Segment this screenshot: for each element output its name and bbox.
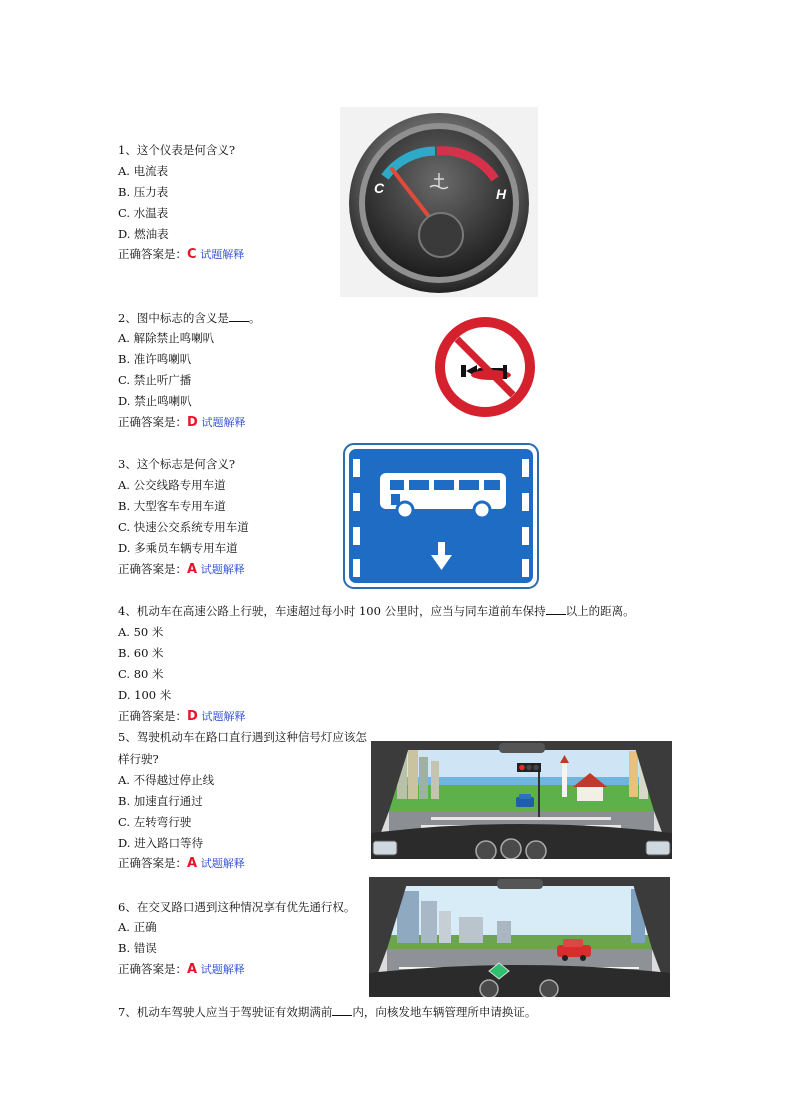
no-honking-sign-image <box>433 315 537 419</box>
q6-option-b: B. 错误 <box>118 941 157 955</box>
intersection-traffic-light-scene-image <box>371 741 672 859</box>
blank-line <box>229 311 249 322</box>
q6-answer <box>118 962 245 977</box>
intersection-right-of-way-scene-image <box>369 877 670 997</box>
explain-link[interactable]: 试题解释 <box>200 963 245 976</box>
answer-prefix: 正确答案是： <box>118 247 187 261</box>
explain-link[interactable]: 试题解释 <box>200 248 245 261</box>
q3-option-a: A. 公交线路专用车道 <box>118 478 226 492</box>
q4-option-b: B. 60 米 <box>118 646 164 660</box>
q3-option-c: C. 快速公交系统专用车道 <box>118 520 249 534</box>
q4-option-c: C. 80 米 <box>118 667 164 681</box>
q4-stem <box>118 604 635 618</box>
answer-letter: D <box>187 415 198 430</box>
q2-option-b: B. 准许鸣喇叭 <box>118 352 192 366</box>
blank-line <box>332 1005 352 1016</box>
gauge-hot-label: H <box>496 186 507 202</box>
gauge-cold-label: C <box>374 180 385 196</box>
q5-answer <box>118 856 245 871</box>
dashboard <box>369 965 670 997</box>
answer-prefix: 正确答案是： <box>118 856 187 870</box>
water-temperature-gauge-image <box>340 107 538 297</box>
q2-stem <box>118 311 260 325</box>
answer-prefix: 正确答案是： <box>118 415 187 429</box>
q2-stem-before: 2、图中标志的含义是 <box>118 311 229 325</box>
explain-link[interactable]: 试题解释 <box>201 710 246 723</box>
answer-letter: A <box>187 962 198 977</box>
answer-letter: A <box>187 856 198 871</box>
q5-stem-line2: 样行驶? <box>118 752 159 766</box>
answer-letter: D <box>187 709 198 724</box>
gauge-hub <box>419 213 463 257</box>
q1-answer <box>118 247 244 262</box>
explain-link[interactable]: 试题解释 <box>201 416 246 429</box>
blank-line <box>546 604 566 615</box>
q4-option-d: D. 100 米 <box>118 688 172 702</box>
answer-letter: A <box>187 562 198 577</box>
q7-stem-after: 内，向核发地车辆管理所申请换证。 <box>352 1005 537 1019</box>
q1-option-b: B. 压力表 <box>118 185 169 199</box>
q2-option-c: C. 禁止听广播 <box>118 373 192 387</box>
q3-stem: 3、这个标志是何含义? <box>118 457 235 471</box>
q1-option-d: D. 燃油表 <box>118 227 169 241</box>
q3-option-d: D. 多乘员车辆专用车道 <box>118 541 238 555</box>
q1-option-c: C. 水温表 <box>118 206 169 220</box>
dashboard <box>371 824 672 859</box>
q5-option-a: A. 不得越过停止线 <box>118 773 215 787</box>
answer-prefix: 正确答案是： <box>118 962 187 976</box>
q1-option-a: A. 电流表 <box>118 164 169 178</box>
q4-option-a: A. 50 米 <box>118 625 164 639</box>
q1-stem: 1、这个仪表是何含义? <box>118 143 235 157</box>
q7-stem <box>118 1005 536 1019</box>
q5-option-c: C. 左转弯行驶 <box>118 815 192 829</box>
answer-prefix: 正确答案是： <box>118 709 187 723</box>
rearview-mirror <box>499 743 545 753</box>
rearview-mirror <box>497 879 543 889</box>
q4-stem-before: 4、机动车在高速公路上行驶，车速超过每小时 100 公里时，应当与同车道前车保持 <box>118 604 546 618</box>
q2-answer <box>118 415 245 430</box>
explain-link[interactable]: 试题解释 <box>200 857 245 870</box>
q3-option-b: B. 大型客车专用车道 <box>118 499 226 513</box>
q4-stem-after: 以上的距离。 <box>565 604 635 618</box>
q7-stem-before: 7、机动车驾驶人应当于驾驶证有效期满前 <box>118 1005 333 1019</box>
bus-lane-sign-image <box>343 443 539 589</box>
explain-link[interactable]: 试题解释 <box>200 563 245 576</box>
q5-option-d: D. 进入路口等待 <box>118 836 204 850</box>
answer-letter: C <box>187 247 197 262</box>
q3-answer <box>118 562 245 577</box>
q6-stem: 6、在交叉路口遇到这种情况享有优先通行权。 <box>118 900 356 914</box>
q2-option-d: D. 禁止鸣喇叭 <box>118 394 192 408</box>
q5-option-b: B. 加速直行通过 <box>118 794 203 808</box>
q2-option-a: A. 解除禁止鸣喇叭 <box>118 331 215 345</box>
answer-prefix: 正确答案是： <box>118 562 187 576</box>
q4-answer <box>118 709 245 724</box>
q6-option-a: A. 正确 <box>118 920 157 934</box>
q2-stem-after: 。 <box>248 311 261 325</box>
q5-stem-line1: 5、驾驶机动车在路口直行遇到这种信号灯应该怎 <box>118 730 367 744</box>
